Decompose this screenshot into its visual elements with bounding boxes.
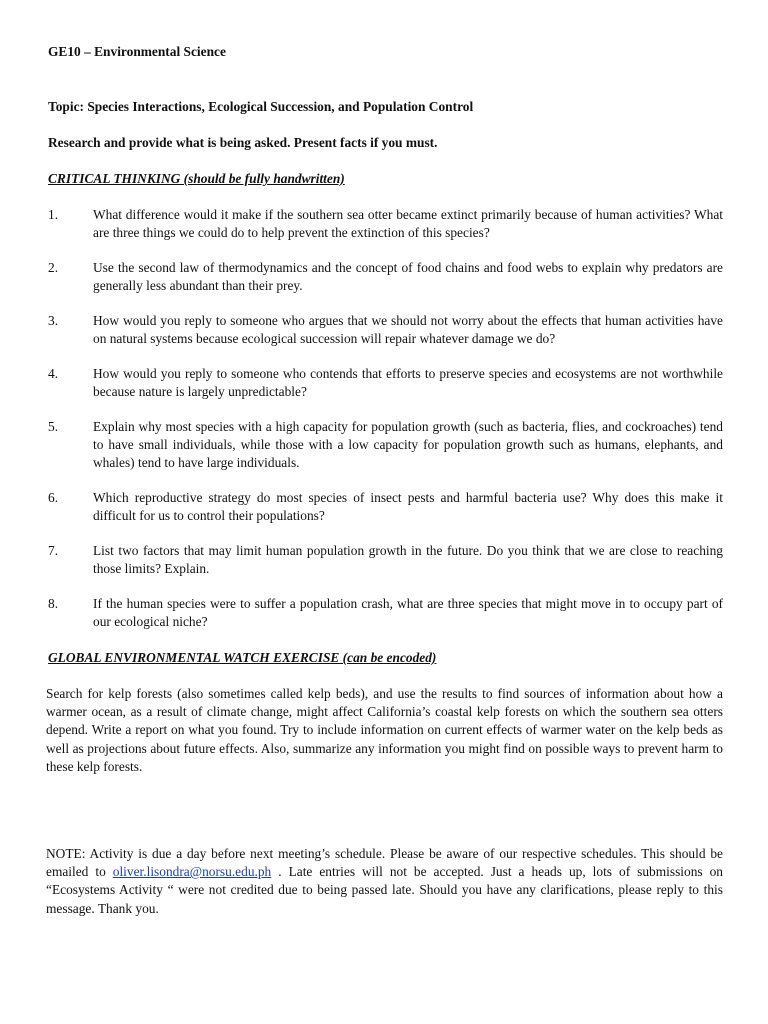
question-number: 2. — [48, 260, 59, 275]
note-text-start: NOTE: Activity is due a day before next meeting’s schedule. Please be aware of our respective schedules. This should be emailed to — [46, 846, 723, 880]
instruction-line: Research and provide what is being asked. Present facts if you must. — [48, 135, 438, 150]
question-text: If the human species were to suffer a population crash, what are three species that might move in to occupy part of our ecological niche? — [93, 596, 723, 629]
critical-thinking-heading: CRITICAL THINKING (should be fully handwritten) — [48, 171, 345, 186]
question-item — [48, 418, 723, 472]
question-item — [48, 595, 723, 631]
question-number: 1. — [48, 207, 59, 222]
question-item — [48, 542, 723, 578]
topic-line: Topic: Species Interactions, Ecological Succession, and Population Control — [48, 99, 474, 114]
global-watch-body: Search for kelp forests (also sometimes called kelp beds), and use the results to find sources of information about how a warmer ocean, as a result of climate change, might affect California’s coastal kelp forests on which the southern sea otters depend. Write a report on what you found. Try to include information on current effects of warmer water on the kelp beds as well as projections about future effects. Also, summarize any information you might find on possible ways to prevent harm to these kelp forests. — [46, 686, 723, 774]
question-number: 8. — [48, 596, 59, 611]
note-text-end: . Late entries will not be accepted. Just a heads up, lots of submissions on “Ecosystems Activity “ were not credited due to being passed late. Should you have any clarifications, please reply to this message. Thank you. — [46, 864, 723, 916]
question-number: 6. — [48, 490, 59, 505]
course-title: GE10 – Environmental Science — [48, 44, 226, 59]
question-text: Explain why most species with a high capacity for population growth (such as bacteria, flies, and cockroaches) tend to have small individuals, while those with a low capacity for population growth such as humans, elephants, and whales) tend to have large individuals. — [93, 419, 723, 470]
question-text: What difference would it make if the southern sea otter became extinct primarily because of human activities? What are three things we could do to help prevent the extinction of this species? — [93, 207, 723, 240]
question-number: 4. — [48, 366, 59, 381]
question-item — [48, 365, 723, 401]
question-number: 5. — [48, 419, 59, 434]
question-item — [48, 312, 723, 348]
global-watch-heading: GLOBAL ENVIRONMENTAL WATCH EXERCISE (can be encoded) — [48, 650, 437, 665]
question-text: How would you reply to someone who contends that efforts to preserve species and ecosystems are not worthwhile because nature is largely unpredictable? — [93, 366, 723, 399]
question-item — [48, 259, 723, 295]
question-item — [48, 489, 723, 525]
note-paragraph — [46, 845, 723, 918]
question-text: Which reproductive strategy do most species of insect pests and harmful bacteria use? Why does this make it difficult for us to control their populations? — [93, 490, 723, 523]
question-text: How would you reply to someone who argues that we should not worry about the effects that human activities have on natural systems because ecological succession will repair whatever damage we do? — [93, 313, 723, 346]
question-item — [48, 206, 723, 242]
question-number: 7. — [48, 543, 59, 558]
question-number: 3. — [48, 313, 59, 328]
email-link[interactable]: oliver.lisondra@norsu.edu.ph — [112, 864, 272, 880]
question-text: Use the second law of thermodynamics and the concept of food chains and food webs to explain why predators are generally less abundant than their prey. — [93, 260, 723, 293]
question-text: List two factors that may limit human population growth in the future. Do you think that we are close to reaching those limits? Explain. — [93, 543, 723, 576]
